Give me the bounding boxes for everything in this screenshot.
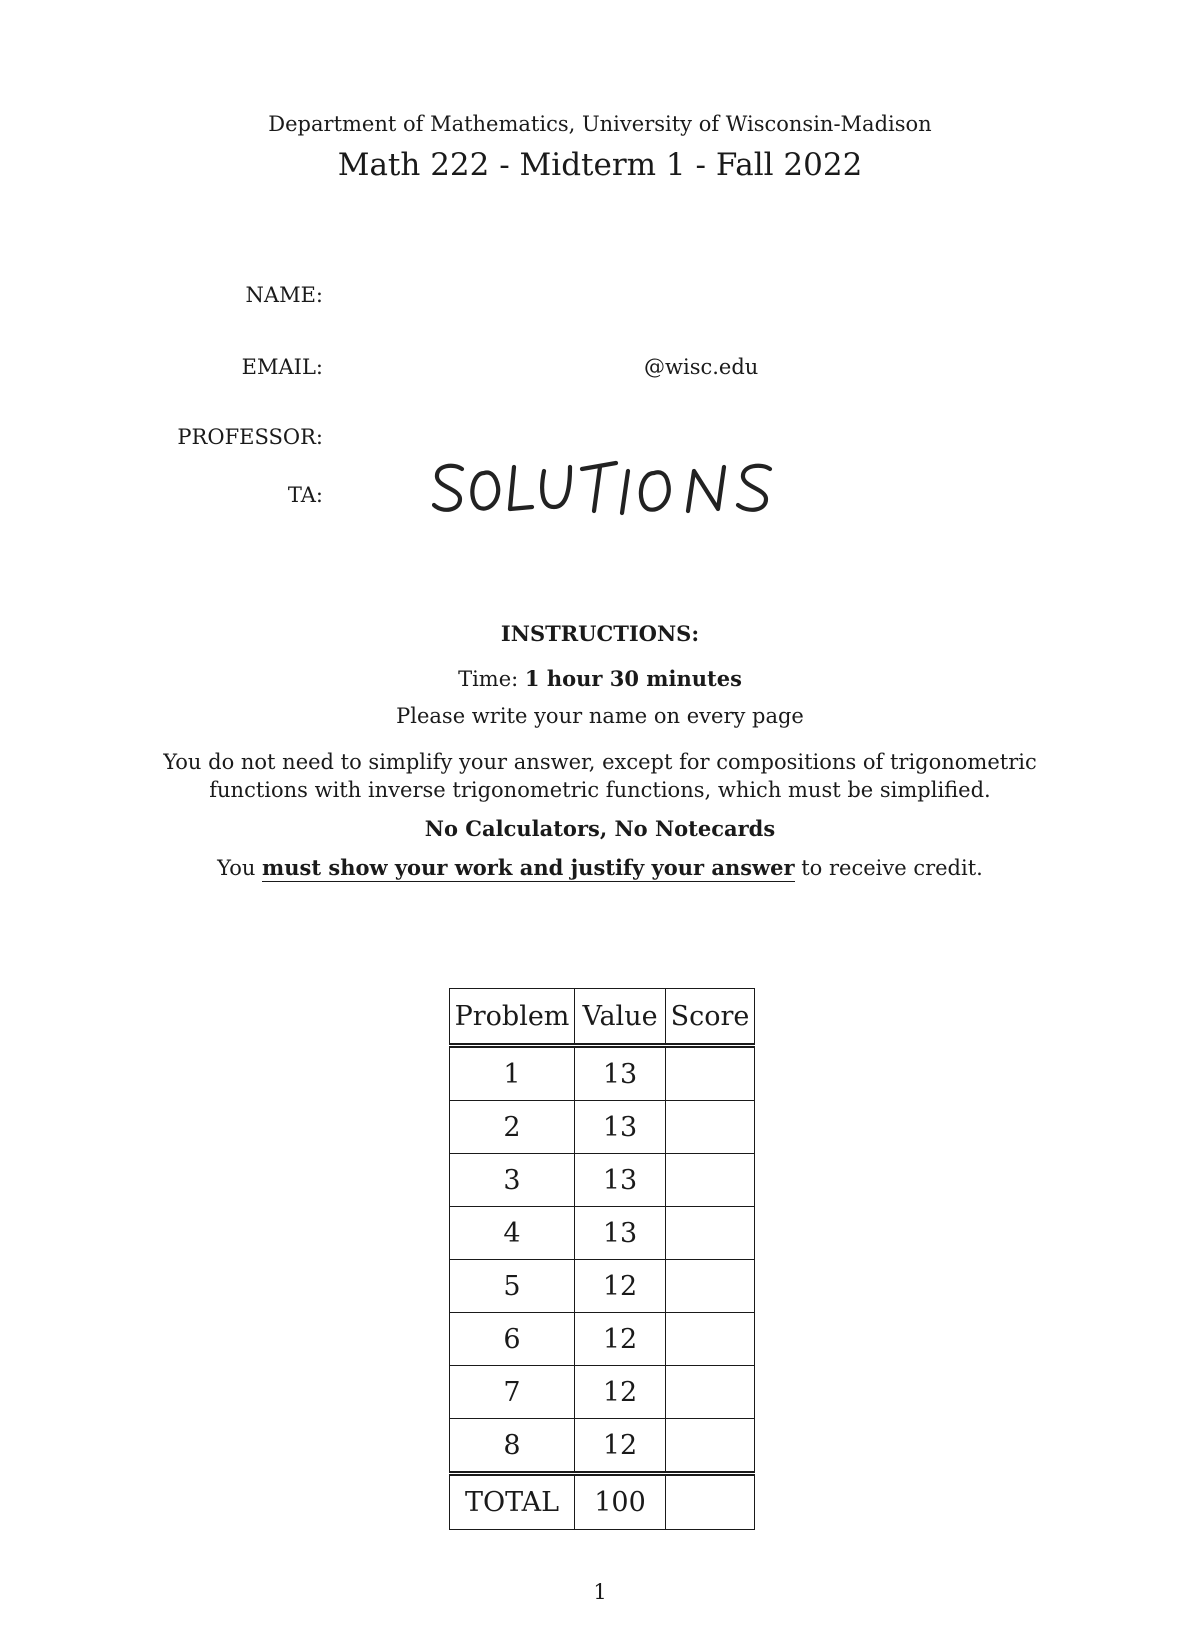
total-row — [450, 1474, 755, 1530]
show-work-prefix: You — [217, 856, 263, 880]
problem-cell: 7 — [450, 1366, 575, 1419]
score-cell — [666, 1260, 755, 1313]
no-calculators-line: No Calculators, No Notecards — [424, 816, 776, 841]
show-work-suffix: to receive credit. — [794, 856, 983, 880]
table-row — [450, 1313, 755, 1366]
name-label: NAME: — [245, 283, 323, 307]
problem-cell: 4 — [450, 1207, 575, 1260]
simplify-instruction: You do not need to simplify your answer, except for compositions of trigonometric functions with inverse trigonometric functions, which must be simplified. — [163, 750, 1037, 802]
score-cell — [666, 1101, 755, 1154]
handwritten-solutions — [432, 455, 792, 525]
show-work-emphasis: must show your work and justify your answer — [262, 855, 795, 880]
value-cell: 12 — [575, 1366, 666, 1419]
score-cell — [666, 1419, 755, 1474]
header-problem: Problem — [450, 989, 575, 1046]
email-domain: @wisc.edu — [644, 355, 759, 379]
table-row — [450, 1419, 755, 1474]
problem-cell: 8 — [450, 1419, 575, 1474]
email-label: EMAIL: — [241, 355, 323, 379]
instructions-heading: INSTRUCTIONS: — [500, 621, 700, 646]
total-value: 100 — [575, 1474, 666, 1530]
table-row — [450, 1154, 755, 1207]
value-cell: 12 — [575, 1419, 666, 1474]
time-prefix: Time: — [458, 667, 525, 691]
professor-label: PROFESSOR: — [177, 425, 323, 449]
table-row — [450, 1366, 755, 1419]
time-value: 1 hour 30 minutes — [524, 666, 742, 691]
score-cell — [666, 1154, 755, 1207]
value-cell: 13 — [575, 1207, 666, 1260]
time-line — [0, 666, 1200, 691]
problem-cell: 3 — [450, 1154, 575, 1207]
score-cell — [666, 1366, 755, 1419]
score-table-header — [450, 989, 755, 1046]
problem-cell: 6 — [450, 1313, 575, 1366]
show-work-line — [0, 855, 1200, 880]
table-row — [450, 1046, 755, 1101]
page-number: 1 — [593, 1580, 607, 1604]
value-cell: 13 — [575, 1101, 666, 1154]
header-score: Score — [666, 989, 755, 1046]
table-row — [450, 1101, 755, 1154]
name-every-page-line: Please write your name on every page — [396, 704, 804, 728]
total-label: TOTAL — [450, 1474, 575, 1530]
exam-title: Math 222 - Midterm 1 - Fall 2022 — [337, 147, 863, 183]
value-cell: 13 — [575, 1046, 666, 1101]
table-row — [450, 1260, 755, 1313]
value-cell: 12 — [575, 1260, 666, 1313]
score-table — [449, 988, 755, 1530]
header-value: Value — [575, 989, 666, 1046]
problem-cell: 1 — [450, 1046, 575, 1101]
department-line: Department of Mathematics, University of Wisconsin-Madison — [268, 112, 932, 136]
ta-label: TA: — [287, 483, 323, 507]
score-cell — [666, 1313, 755, 1366]
value-cell: 12 — [575, 1313, 666, 1366]
problem-cell: 2 — [450, 1101, 575, 1154]
score-cell — [666, 1046, 755, 1101]
problem-cell: 5 — [450, 1260, 575, 1313]
handwritten-solutions-text: SOLUTIONS — [432, 523, 439, 524]
total-score — [666, 1474, 755, 1530]
table-row — [450, 1207, 755, 1260]
value-cell: 13 — [575, 1154, 666, 1207]
score-cell — [666, 1207, 755, 1260]
